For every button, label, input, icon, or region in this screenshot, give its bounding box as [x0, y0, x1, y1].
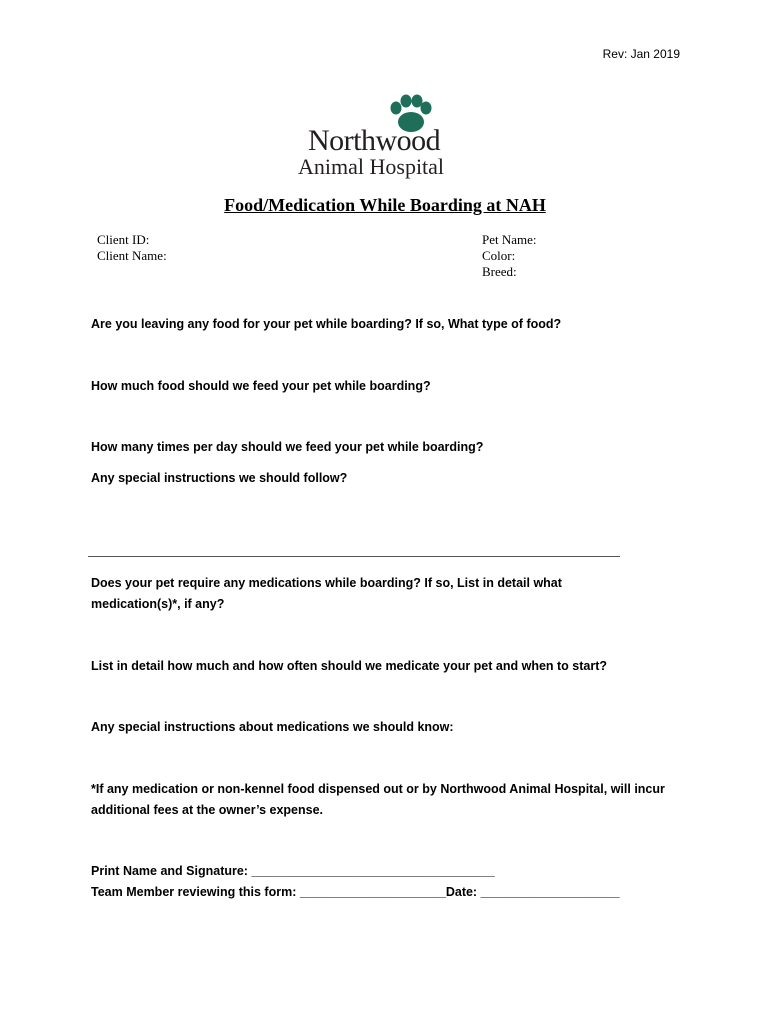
fees-note: *If any medication or non-kennel food dispensed out or by Northwood Animal Hospital, will incur additional fees at the owner’s expense. — [91, 782, 665, 817]
logo-text-animal-hospital: Animal Hospital — [298, 154, 445, 179]
question-food-type: Are you leaving any food for your pet while boarding? If so, What type of food? — [91, 317, 562, 331]
question-feed-times: How many times per day should we feed your pet while boarding? — [91, 440, 484, 454]
logo-text-northwood: Northwood — [308, 124, 441, 157]
revision-date: Rev: Jan 2019 — [602, 47, 680, 61]
client-name-label: Client Name: — [97, 248, 167, 263]
breed-label: Breed: — [482, 264, 517, 279]
pet-name-label: Pet Name: — [482, 232, 537, 247]
client-id-label: Client ID: — [97, 232, 150, 247]
question-medication-instructions: Any special instructions about medications we should know: — [91, 720, 454, 734]
print-name-signature-line: Print Name and Signature: ___________________________________ — [91, 864, 495, 878]
section-divider — [88, 556, 620, 557]
question-food-amount: How much food should we feed your pet while boarding? — [91, 379, 431, 393]
color-label: Color: — [482, 248, 516, 263]
question-medications: Does your pet require any medications while boarding? If so, List in detail what medication(s)*, if any? — [91, 576, 562, 611]
northwood-logo — [296, 94, 476, 186]
team-member-date-line: Team Member reviewing this form: _____________________Date: ____________________ — [91, 885, 620, 899]
question-food-instructions: Any special instructions we should follow? — [91, 471, 348, 485]
question-medication-dosage: List in detail how much and how often should we medicate your pet and when to start? — [91, 659, 608, 673]
form-title: Food/Medication While Boarding at NAH — [224, 195, 546, 215]
